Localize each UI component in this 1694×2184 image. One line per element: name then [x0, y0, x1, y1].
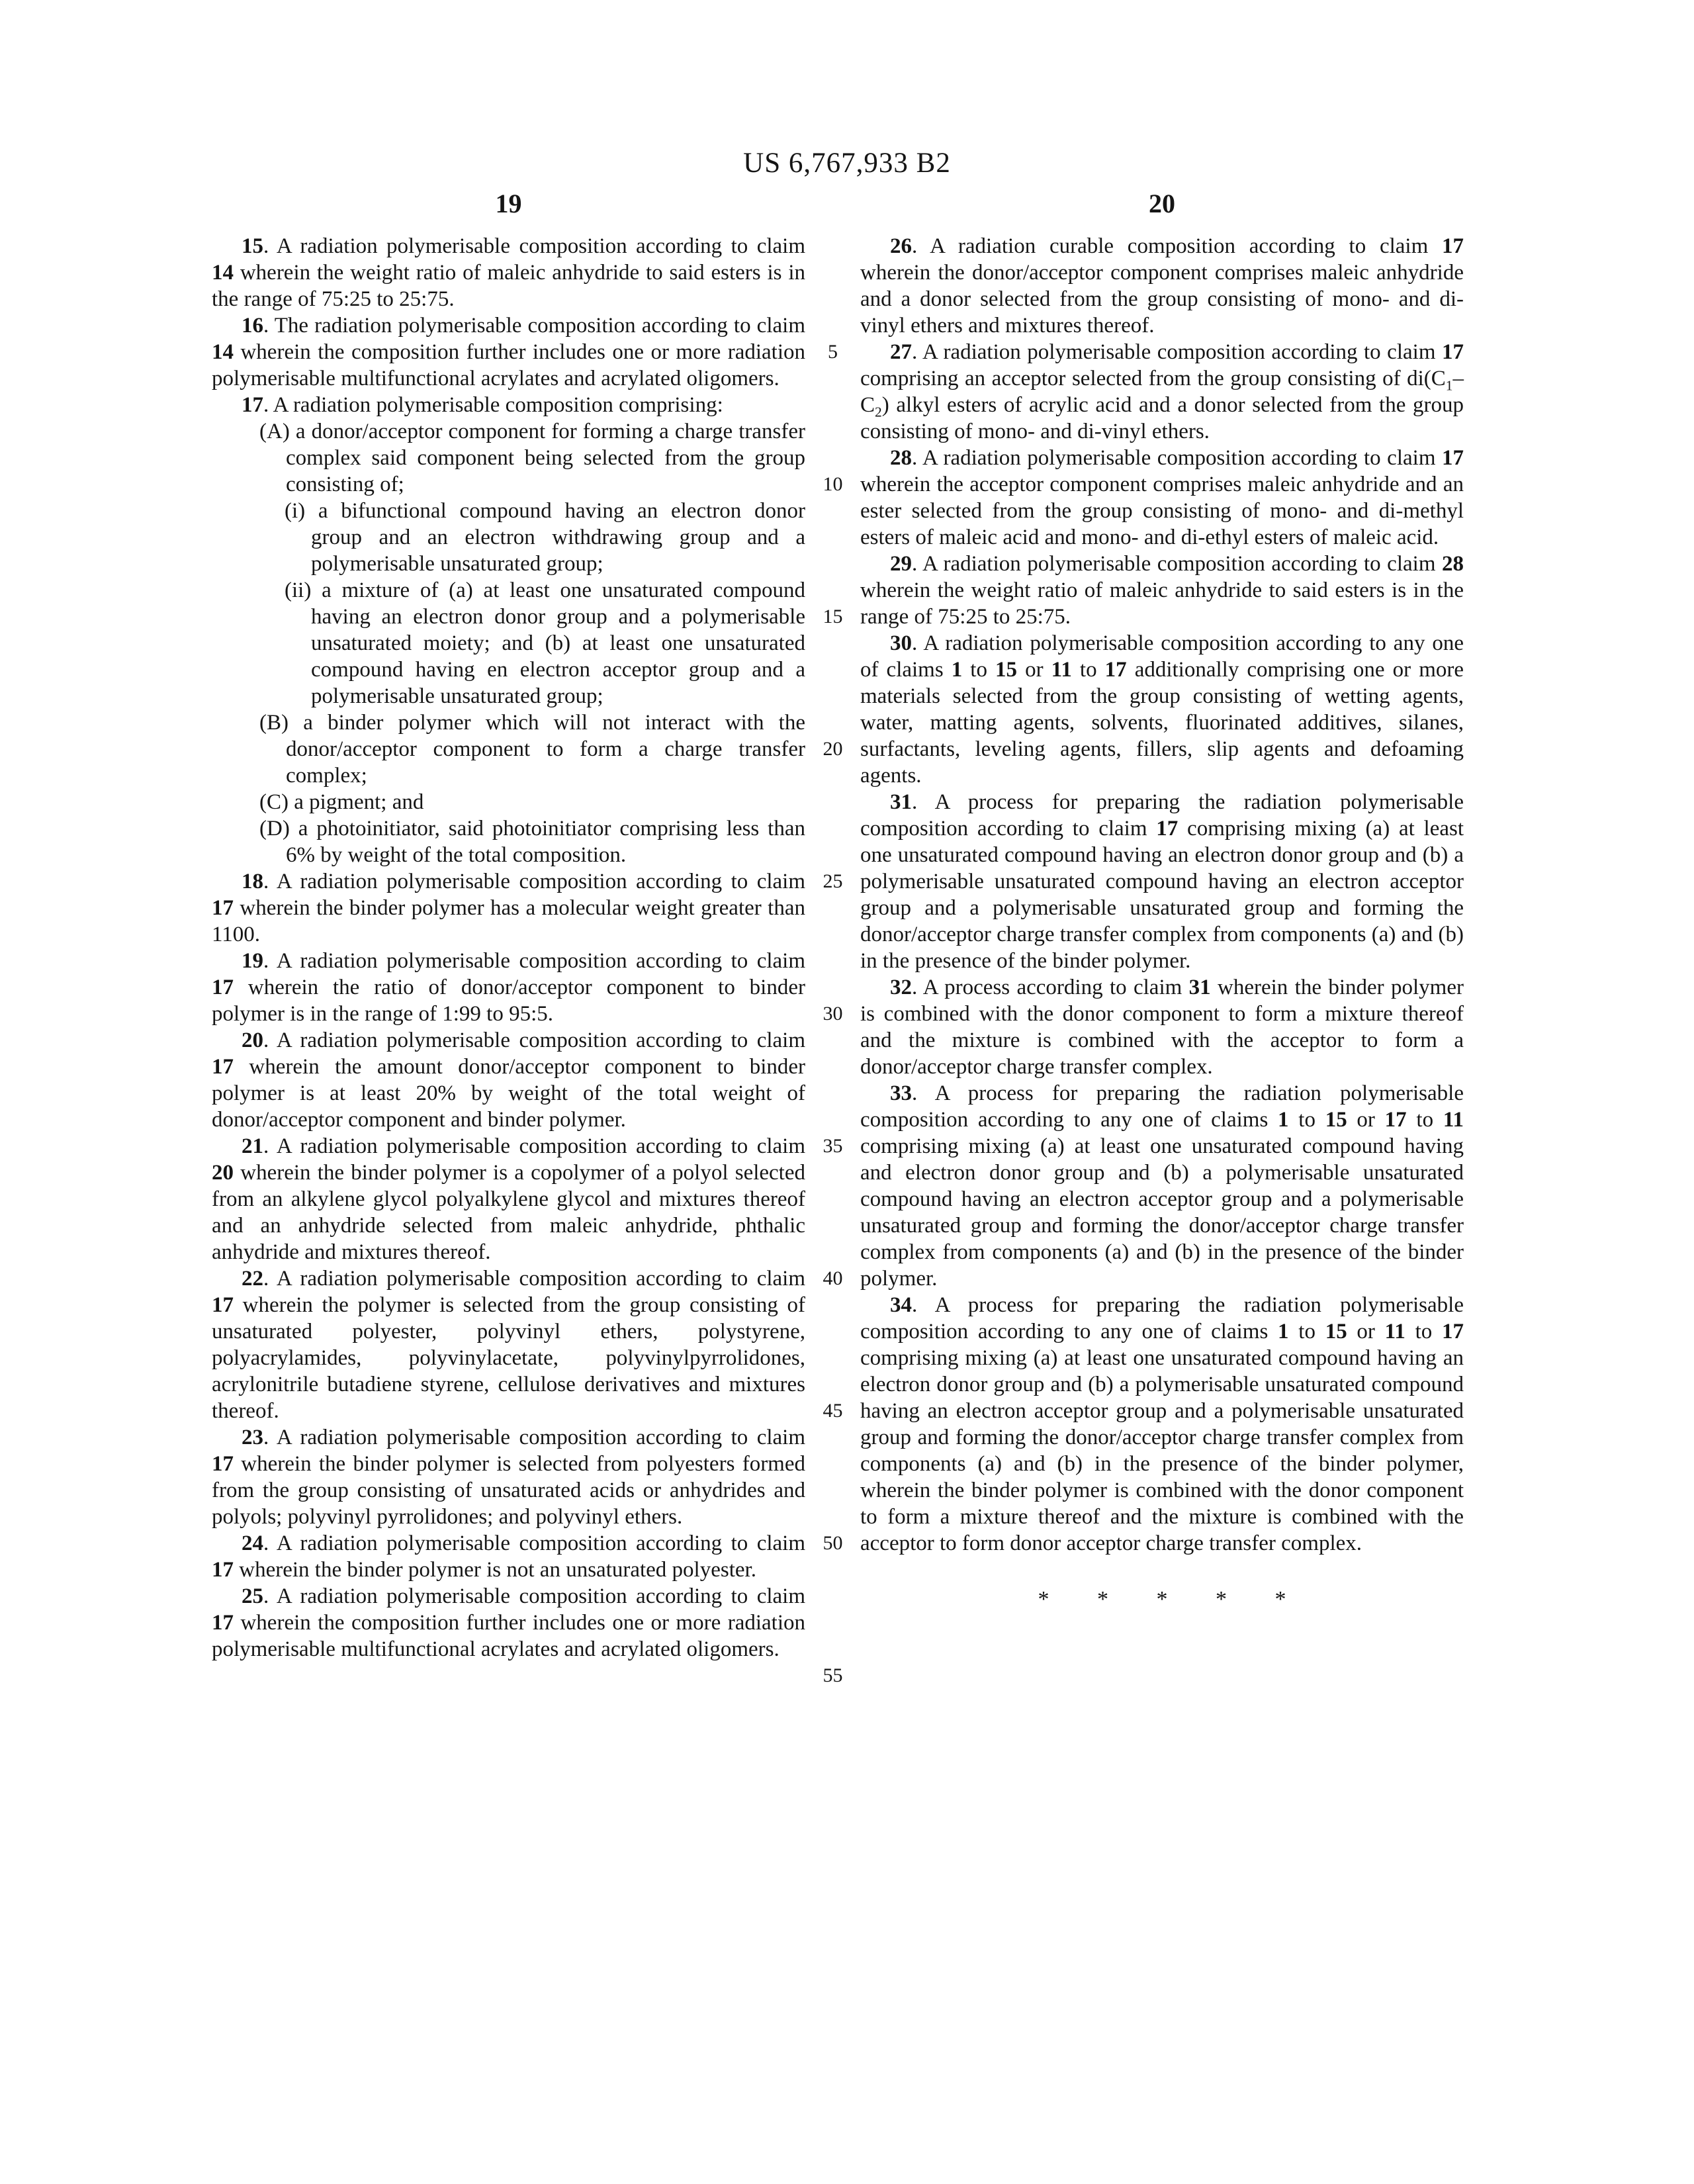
- line-number-40: 40: [823, 1267, 843, 1289]
- line-number-20: 20: [823, 738, 843, 760]
- claim-16: 16. The radiation polymerisable composition according to claim 14 wherein the composition further includes one or more radiation polymerisable multifunctional acrylates and acrylated oligomers.: [212, 314, 805, 390]
- claim-34: 34. A process for preparing the radiation polymerisable composition according to any one of claims 1 to 15 or 11 to 17 comprising mixing (a) at least one unsaturated compound having an electron donor group and (b) a polymerisable unsaturated compound having an electron acceptor group and a polymerisable unsaturated group and forming the donor/acceptor charge transfer complex from components (a) and (b) in the presence of the binder polymer, wherein the binder polymer is combined with the donor component to form a mixture thereof and the mixture is combined with the acceptor to form donor acceptor charge transfer complex.: [860, 1293, 1464, 1555]
- claim-23: 23. A radiation polymerisable composition according to claim 17 wherein the binder polymer is selected from polyesters formed from the group consisting of unsaturated acids or anhydrides and polyols; polyvinyl pyrrolidones; and polyvinyl ethers.: [212, 1426, 805, 1529]
- patent-number-header: US 6,767,933 B2: [743, 148, 951, 179]
- column-number-left: 19: [495, 189, 522, 218]
- line-number-50: 50: [823, 1532, 843, 1554]
- line-number-gutter: [805, 233, 860, 1821]
- right-column-claims: [860, 233, 1464, 1557]
- claim-32: 32. A process according to claim 31 wherein the binder polymer is combined with the donor component to form a mixture thereof and the mixture is combined with the acceptor to form a donor/acceptor charge transfer complex.: [860, 976, 1464, 1079]
- claim-15: 15. A radiation polymerisable composition according to claim 14 wherein the weight ratio of maleic anhydride to said esters is in the range of 75:25 to 25:75.: [212, 234, 805, 311]
- claim-20: 20. A radiation polymerisable composition according to claim 17 wherein the amount donor/acceptor component to binder polymer is at least 20% by weight of the total weight of donor/acceptor component and binder polymer.: [212, 1028, 805, 1132]
- claim-17: 17. A radiation polymerisable composition comprising:: [242, 393, 723, 417]
- claim-19: 19. A radiation polymerisable composition according to claim 17 wherein the ratio of donor/acceptor component to binder polymer is in the range of 1:99 to 95:5.: [212, 949, 805, 1026]
- line-number-45: 45: [823, 1400, 843, 1422]
- line-number-55: 55: [823, 1664, 843, 1686]
- line-number-10: 10: [823, 473, 843, 495]
- line-number-15: 15: [823, 606, 843, 627]
- claim-31: 31. A process for preparing the radiation polymerisable composition according to claim 17 comprising mixing (a) at least one unsaturated compound having an electron donor group and (b) a polymerisable unsaturated compound having an electron acceptor group and a polymerisable unsaturated group and forming the donor/acceptor charge transfer complex from components (a) and (b) in the presence of the binder polymer.: [860, 790, 1464, 973]
- claim-17-part-A: (A) a donor/acceptor component for forming a charge transfer complex said component being selected from the group consisting of;: [259, 420, 805, 496]
- claim-26: 26. A radiation curable composition according to claim 17 wherein the donor/acceptor component comprises maleic anhydride and a donor selected from the group consisting of mono- and di-vinyl ethers and mixtures thereof.: [860, 234, 1464, 338]
- claim-17-part-A-i: (i) a bifunctional compound having an electron donor group and an electron withdrawing group and a polymerisable unsaturated group;: [285, 499, 805, 576]
- line-number-35: 35: [823, 1135, 843, 1157]
- left-column: [212, 233, 805, 1662]
- claim-17-part-A-ii: (ii) a mixture of (a) at least one unsaturated compound having an electron donor group and a polymerisable unsaturated moiety; and (b) at least one unsaturated compound having en electron acceptor group and a polymerisable unsaturated group;: [285, 578, 805, 708]
- claim-28: 28. A radiation polymerisable composition according to claim 17 wherein the acceptor component comprises maleic anhydride and an ester selected from the group consisting of mono- and di-methyl esters of maleic acid and mono- and di-ethyl esters of maleic acid.: [860, 446, 1464, 549]
- claim-17-part-C: (C) a pigment; and: [259, 790, 424, 814]
- claim-30: 30. A radiation polymerisable composition according to any one of claims 1 to 15 or 11 to 17 additionally comprising one or more materials selected from the group consisting of wetting agents, water, matting agents, solvents, fluorinated additives, silanes, surfactants, leveling agents, fillers, slip agents and defoaming agents.: [860, 631, 1464, 788]
- claim-22: 22. A radiation polymerisable composition according to claim 17 wherein the polymer is selected from the group consisting of unsaturated polyester, polyvinyl ethers, polystyrene, polyacrylamides, polyvinylacetate, polyvinylpyrrolidones, acrylonitrile butadiene styrene, cellulose derivatives and mixtures thereof.: [212, 1267, 805, 1423]
- claim-17-part-D: (D) a photoinitiator, said photoinitiator comprising less than 6% by weight of the total composition.: [259, 817, 805, 867]
- line-number-25: 25: [823, 870, 843, 892]
- claim-27: 27. A radiation polymerisable composition according to claim 17 comprising an acceptor selected from the group consisting of $di(C_1-C_2)$ alkyl esters of acrylic acid and a donor selected from the group consisting of mono- and di-vinyl ethers.: [860, 340, 1464, 443]
- claim-24: 24. A radiation polymerisable composition according to claim 17 wherein the binder polymer is not an unsaturated polyester.: [212, 1531, 805, 1582]
- claim-33: 33. A process for preparing the radiation polymerisable composition according to any one of claims 1 to 15 or 17 to 11 comprising mixing (a) at least one unsaturated compound having and electron donor group and (b) a polymerisable unsaturated compound having an electron acceptor group and a polymerisable unsaturated group and forming the donor/acceptor charge transfer complex from components (a) and (b) in the presence of the binder polymer.: [860, 1081, 1464, 1291]
- claim-25: 25. A radiation polymerisable composition according to claim 17 wherein the composition further includes one or more radiation polymerisable multifunctional acrylates and acrylated oligomers.: [212, 1584, 805, 1661]
- end-of-claims-asterisks: * * * * *: [1038, 1587, 1308, 1612]
- right-column: [860, 233, 1464, 1613]
- claim-29: 29. A radiation polymerisable composition according to claim 28 wherein the weight ratio of maleic anhydride to said esters is in the range of 75:25 to 25:75.: [860, 552, 1464, 629]
- column-number-right: 20: [1149, 189, 1175, 218]
- line-number-30: 30: [823, 1003, 843, 1024]
- claim-18: 18. A radiation polymerisable composition according to claim 17 wherein the binder polymer has a molecular weight greater than 1100.: [212, 870, 805, 946]
- claim-17-part-B: (B) a binder polymer which will not interact with the donor/acceptor component to form a charge transfer complex;: [259, 711, 805, 788]
- claim-21: 21. A radiation polymerisable composition according to claim 20 wherein the binder polymer is a copolymer of a polyol selected from an alkylene glycol polyalkylene glycol and mixtures thereof and an anhydride selected from maleic anhydride, phthalic anhydride and mixtures thereof.: [212, 1134, 805, 1264]
- line-number-5: 5: [828, 341, 838, 363]
